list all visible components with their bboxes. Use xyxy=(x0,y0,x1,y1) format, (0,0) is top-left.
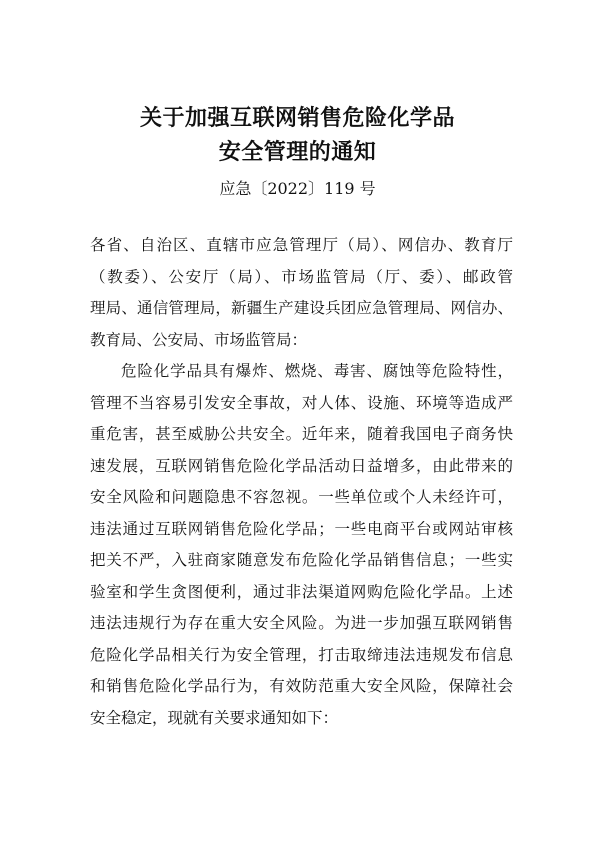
addressee-line: （教委）、公安厅（局）、市场监管局（厅、委）、邮政管 xyxy=(90,267,513,286)
paragraph-line: 违法违规行为存在重大安全风险。为进一步加强互联网销售 xyxy=(90,614,513,632)
paragraph-line: 违法通过互联网销售危险化学品；一些电商平台或网站审核 xyxy=(90,519,513,538)
paragraph-line: 重危害，甚至威胁公共安全。近年来，随着我国电子商务快 xyxy=(90,425,513,443)
addressee-line: 各省、自治区、直辖市应急管理厅（局）、网信办、教育厅 xyxy=(90,236,513,254)
paragraph-line: 速发展，互联网销售危险化学品活动日益增多，由此带来的 xyxy=(90,456,513,475)
addressee-line: 理局、通信管理局，新疆生产建设兵团应急管理局、网信办、 xyxy=(90,299,513,317)
paragraph-line: 把关不严，入驻商家随意发布危险化学品销售信息；一些实 xyxy=(90,551,513,569)
paragraph-1 xyxy=(90,356,513,734)
paragraph-line: 安全风险和问题隐患不容忽视。一些单位或个人未经许可， xyxy=(90,488,513,506)
document-number: 应急〔2022〕119 号 xyxy=(219,179,376,198)
document-body xyxy=(90,230,513,734)
paragraph-line: 安全稳定，现就有关要求通知如下： xyxy=(90,708,339,727)
paragraph-line: 管理不当容易引发安全事故，对人体、设施、环境等造成严 xyxy=(90,393,513,412)
paragraph-line: 危险化学品具有爆炸、燃烧、毒害、腐蚀等危险特性， xyxy=(121,362,513,380)
paragraph-line: 危险化学品相关行为安全管理，打击取缔违法违规发布信息 xyxy=(90,645,513,664)
document-title-line-1: 关于加强互联网销售危险化学品 xyxy=(139,106,455,131)
addressee-block xyxy=(90,230,513,356)
document-title-line-2: 安全管理的通知 xyxy=(218,140,377,165)
paragraph-line: 验室和学生贪图便利，通过非法渠道网购危险化学品。上述 xyxy=(90,582,513,601)
addressee-line: 教育局、公安局、市场监管局： xyxy=(90,330,308,349)
paragraph-line: 和销售危险化学品行为，有效防范重大安全风险，保障社会 xyxy=(90,677,513,695)
